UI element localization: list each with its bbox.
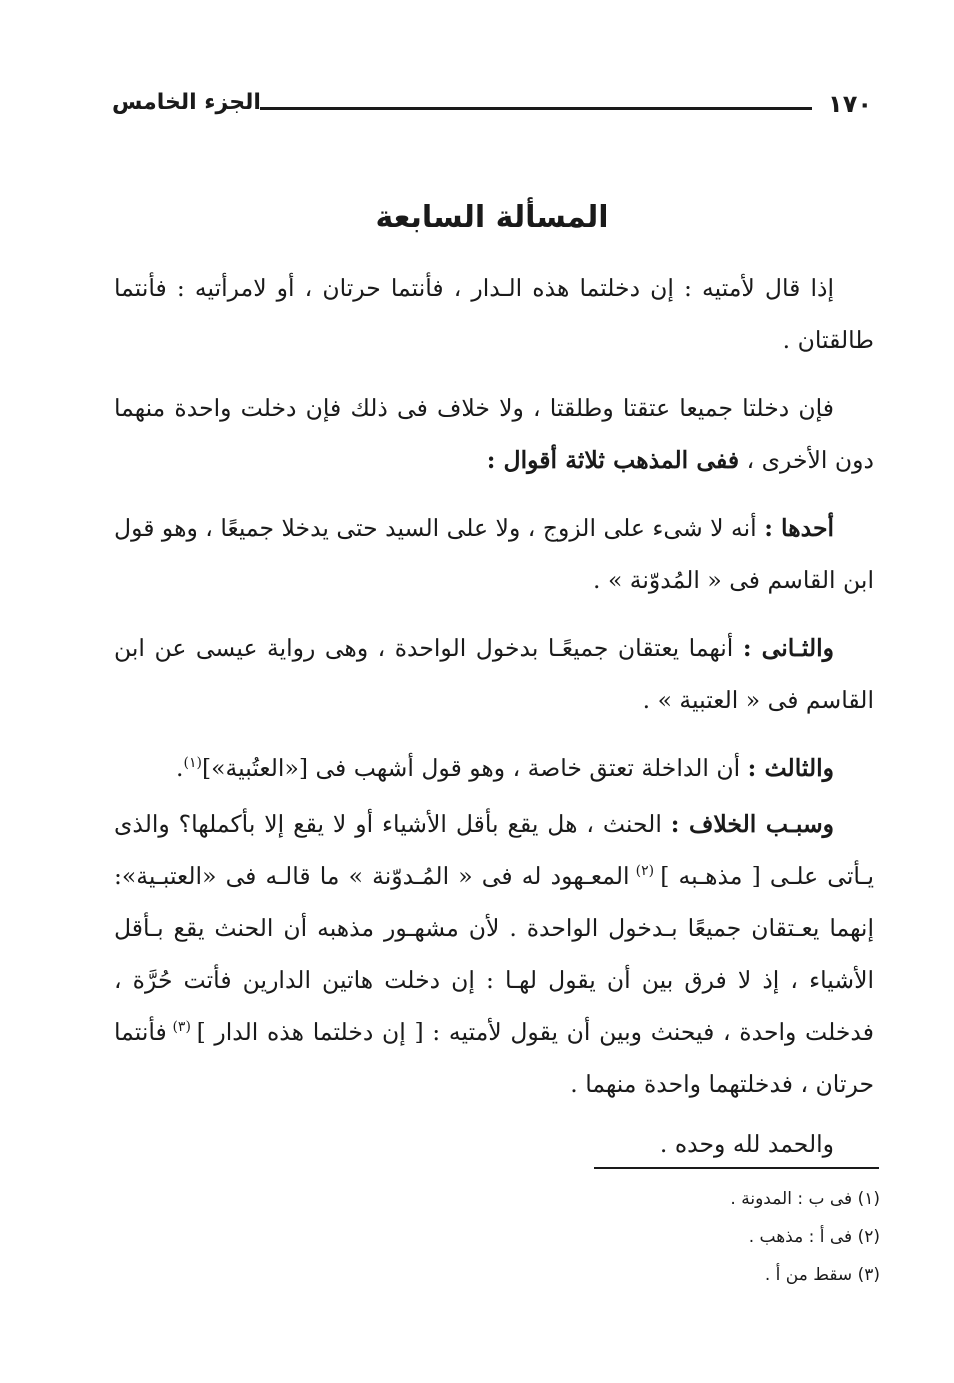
footnote-ref-1[interactable]: (١) <box>183 755 202 772</box>
paragraph-bold-tail: ففى المذهب ثلاثة أقوال : <box>486 446 740 474</box>
opinion-lead: أحدها : <box>764 514 834 542</box>
closing-line: والحمد لله وحده . <box>659 1130 834 1158</box>
footnote-ref-3[interactable]: (٣) <box>166 1019 197 1036</box>
paragraph-reason <box>114 798 874 1110</box>
paragraph-text: الحنث ، هل يقع بأقل الأشياء أو لا يقع إلا بأكملها؟ والذى يـأتى علـى [ مذهـبه ] <box>114 810 874 890</box>
paragraph-text: أنه لا شىء على الزوج ، ولا على السيد حتى يدخلا جميعًا ، وهو قول ابن القاسم فى « المُدوّنة » . <box>114 514 874 594</box>
paragraph-2 <box>114 382 874 486</box>
chapter-title: المسألة السابعة <box>375 200 609 235</box>
running-header <box>112 88 872 128</box>
footnote-1: (١) فى ب : المدونة . <box>730 1189 880 1209</box>
opinion-lead: والثـانى : <box>742 634 834 662</box>
footnote-rule <box>594 1167 879 1169</box>
body-text <box>114 262 874 1170</box>
header-rule <box>260 107 812 110</box>
paragraph-text: إذا قال لأمتيه : إن دخلتما هذه الـدار ، فأنتما حرتان ، أو لامرأتيه : فأنتما طالقتان . <box>114 274 874 354</box>
sentence-end: . <box>176 754 184 782</box>
paragraph-opinion-2 <box>114 622 874 726</box>
footnotes <box>560 1180 880 1294</box>
paragraph-text: فأنتما حرتان ، فدخلتهما واحدة منهما . <box>114 1018 874 1098</box>
paragraph-1 <box>114 262 874 366</box>
paragraph-opinion-3 <box>114 742 874 794</box>
paragraph-text: المعـهود له فى « المُـدوّنة » ما قالـه فى «العتبـية»: إنهما يعـتقان جميعًا بـدخول الواحدة . لأن مشهـور مذهبه أن الحنث يقع بـأقل الأشياء ، إذ لا فرق بين أن يقول لهـا : إن دخلت هاتين الدارين فأتت حُرَّة ، فدخلت واحدة ، فيحنث وبين أن يقول لأمتيه : [ إن دخلتما هذه الدار ] <box>114 862 874 1046</box>
running-title: الجزء الخامس <box>112 90 261 115</box>
footnote-2: (٢) فى أ : مذهب . <box>748 1227 880 1247</box>
paragraph-opinion-1 <box>114 502 874 606</box>
reason-lead: وسبـب الخلاف : <box>670 810 834 838</box>
footnote-3: (٣) سقط من أ . <box>764 1265 880 1285</box>
opinion-lead: والثالث : <box>747 754 834 782</box>
paragraph-text: أن الداخلة تعتق خاصة ، وهو قول أشهب فى [«العتُبية»] <box>202 754 748 782</box>
paragraph-text: فإن دخلتا جميعا عتقتا وطلقتا ، ولا خلاف فى ذلك فإن دخلت واحدة منهما دون الأخرى ، <box>114 394 874 474</box>
page-number: ١٧٠ <box>828 90 872 118</box>
paragraph-text: أنهما يعتقان جميعًـا بدخول الواحدة ، وهى رواية عيسى عن ابن القاسم فى « العتبية » . <box>114 634 874 714</box>
footnote-ref-2[interactable]: (٢) <box>629 863 661 880</box>
